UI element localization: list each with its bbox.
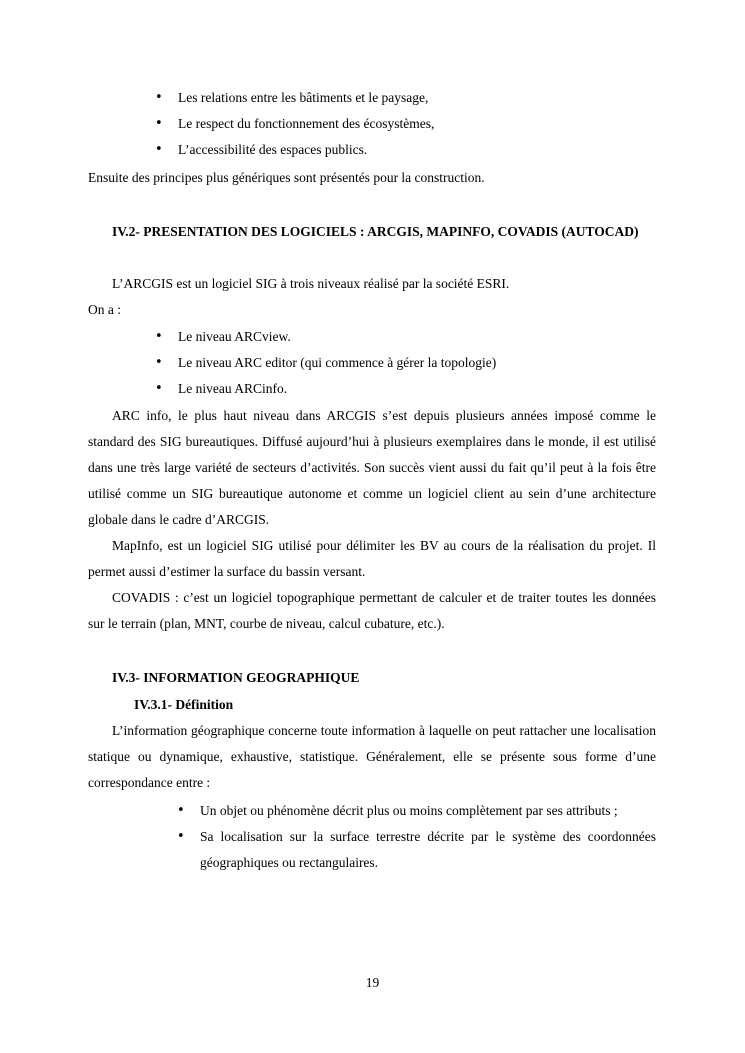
paragraph-information-geographique: L’information géographique concerne toute information à laquelle on peut rattacher une localisation statique ou dynamique, exhaustive, statistique. Généralement, elle se présente sous forme d’une correspondance entre :	[88, 723, 656, 790]
bullet-list-arcgis-levels	[155, 324, 655, 402]
bullet-list-principles	[155, 85, 655, 163]
bullet-list-correspondance	[177, 798, 656, 876]
list-item: • Les relations entre les bâtiments et le paysage,	[155, 85, 655, 111]
section-heading-iv3: IV.3- INFORMATION GEOGRAPHIQUE	[112, 670, 360, 685]
paragraph-arcgis: L’ARCGIS est un logiciel SIG à trois niveaux réalisé par la société ESRI.	[112, 276, 510, 291]
list-item: • Le niveau ARC editor (qui commence à gérer la topologie)	[155, 350, 655, 376]
list-item: • Le respect du fonctionnement des écosystèmes,	[155, 111, 655, 137]
subsection-heading-iv31: IV.3.1- Définition	[134, 697, 234, 712]
paragraph-mapinfo: MapInfo, est un logiciel SIG utilisé pour délimiter les BV au cours de la réalisation du projet. Il permet aussi d’estimer la surface du bassin versant.	[88, 538, 656, 579]
list-item: • L’accessibilité des espaces publics.	[155, 137, 655, 163]
list-item: • Le niveau ARCview.	[155, 324, 655, 350]
section-heading-iv2: IV.2- PRESENTATION DES LOGICIELS : ARCGIS, MAPINFO, COVADIS (AUTOCAD)	[112, 224, 639, 239]
list-item: • Le niveau ARCinfo.	[155, 376, 655, 402]
paragraph-on-a: On a :	[88, 302, 121, 317]
paragraph-covadis: COVADIS : c’est un logiciel topographique permettant de calculer et de traiter toutes les données sur le terrain (plan, MNT, courbe de niveau, calcul cubature, etc.).	[88, 590, 656, 631]
list-item: • Sa localisation sur la surface terrestre décrite par le système des coordonnées géographiques ou rectangulaires.	[177, 824, 656, 876]
paragraph-arcinfo: ARC info, le plus haut niveau dans ARCGIS s’est depuis plusieurs années imposé comme le standard des SIG bureautiques. Diffusé aujourd’hui à plusieurs exemplaires dans le monde, il est utilisé dans une très large variété de secteurs d’activités. Son succès vient aussi du fait qu’il peut à la fois être utilisé comme un SIG bureautique autonome et comme un logiciel client au sein d’une architecture globale dans le cadre d’ARCGIS.	[88, 408, 656, 527]
paragraph-ensuite: Ensuite des principes plus génériques sont présentés pour la construction.	[88, 170, 485, 185]
list-item: • Un objet ou phénomène décrit plus ou moins complètement par ses attributs ;	[177, 798, 656, 824]
page-number: 19	[365, 975, 380, 990]
